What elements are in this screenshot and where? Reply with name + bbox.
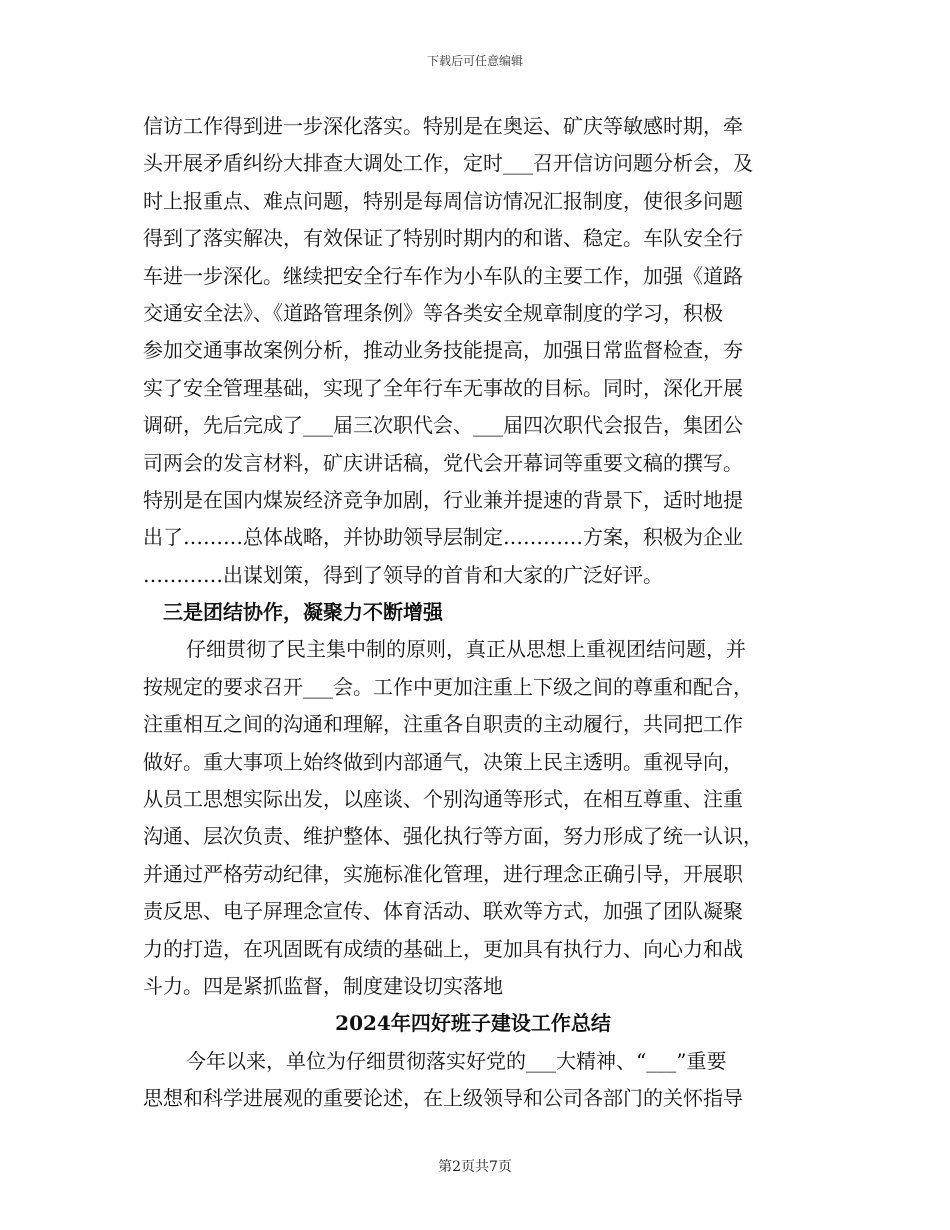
body-line: 并通过严格劳动纪律，实施标准化管理，进行理念正确引导，开展职 (143, 861, 743, 886)
body-line: 司两会的发言材料，矿庆讲话稿，党代会开幕词等重要文稿的撰写。 (143, 450, 743, 475)
body-line: 注重相互之间的沟通和理解，注重各自职责的主动履行，共同把工作 (143, 712, 743, 737)
body-line: 从员工思想实际出发，以座谈、个别沟通等形式，在相互尊重、注重 (143, 787, 743, 812)
body-line: 信访工作得到进一步深化落实。特别是在奥运、矿庆等敏感时期，牵 (143, 114, 743, 138)
paragraph-first-line: 今年以来，单位为仔细贯彻落实好党的___大精神、“___”重要 (186, 1048, 727, 1073)
body-line: 沟通、层次负责、维护整体、强化执行等方面，努力形成了统一认识， (143, 824, 763, 849)
body-line: 按规定的要求召开___会。工作中更加注重上下级之间的尊重和配合， (143, 674, 753, 699)
body-line: 交通安全法》、《道路管理条例》等各类安全规章制度的学习，积极 (143, 300, 723, 325)
body-line: 出了………总体战略，并协助领导层制定…………方案，积极为企业 (143, 525, 743, 550)
document-title: 2024年四好班子建设工作总结 (335, 1011, 611, 1036)
body-line: 斗力。四是紧抓监督，制度建设切实落地 (143, 973, 503, 998)
body-line: 做好。重大事项上始终做到内部通气，决策上民主透明。重视导向， (143, 749, 743, 774)
body-line: 得到了落实解决，有效保证了特别时期内的和谐、稳定。车队安全行 (143, 226, 743, 251)
body-line: 实了安全管理基础，实现了全年行车无事故的目标。同时，深化开展 (143, 375, 743, 400)
page-header-note: 下载后可任意编辑 (426, 54, 523, 68)
body-line: 特别是在国内煤炭经济竞争加剧，行业兼并提速的背景下，适时地提 (143, 487, 743, 512)
paragraph-first-line: 仔细贯彻了民主集中制的原则，真正从思想上重视团结问题，并 (186, 637, 746, 662)
section-heading: 三是团结协作，凝聚力不断增强 (163, 600, 443, 625)
body-line: 调研，先后完成了___届三次职代会、___届四次职代会报告，集团公 (143, 413, 743, 438)
body-line: 责反思、电子屏理念宣传、体育活动、联欢等方式，加强了团队凝聚 (143, 899, 743, 924)
page-number-footer: 第2页共7页 (438, 1159, 512, 1175)
document-body (143, 108, 803, 1118)
body-line: 力的打造，在巩固既有成绩的基础上，更加具有执行力、向心力和战 (143, 936, 743, 961)
body-line: 车进一步深化。继续把安全行车作为小车队的主要工作，加强《道路 (143, 263, 743, 288)
body-line: …………出谋划策，得到了领导的首肯和大家的广泛好评。 (143, 562, 663, 587)
body-line: 头开展矛盾纠纷大排查大调处工作，定时___召开信访问题分析会，及 (143, 151, 753, 176)
body-line: 思想和科学进展观的重要论述，在上级领导和公司各部门的关怀指导 (143, 1086, 743, 1111)
body-line: 时上报重点、难点问题，特别是每周信访情况汇报制度，使很多问题 (143, 188, 743, 213)
body-line: 参加交通事故案例分析，推动业务技能提高，加强日常监督检查，夯 (143, 338, 743, 363)
